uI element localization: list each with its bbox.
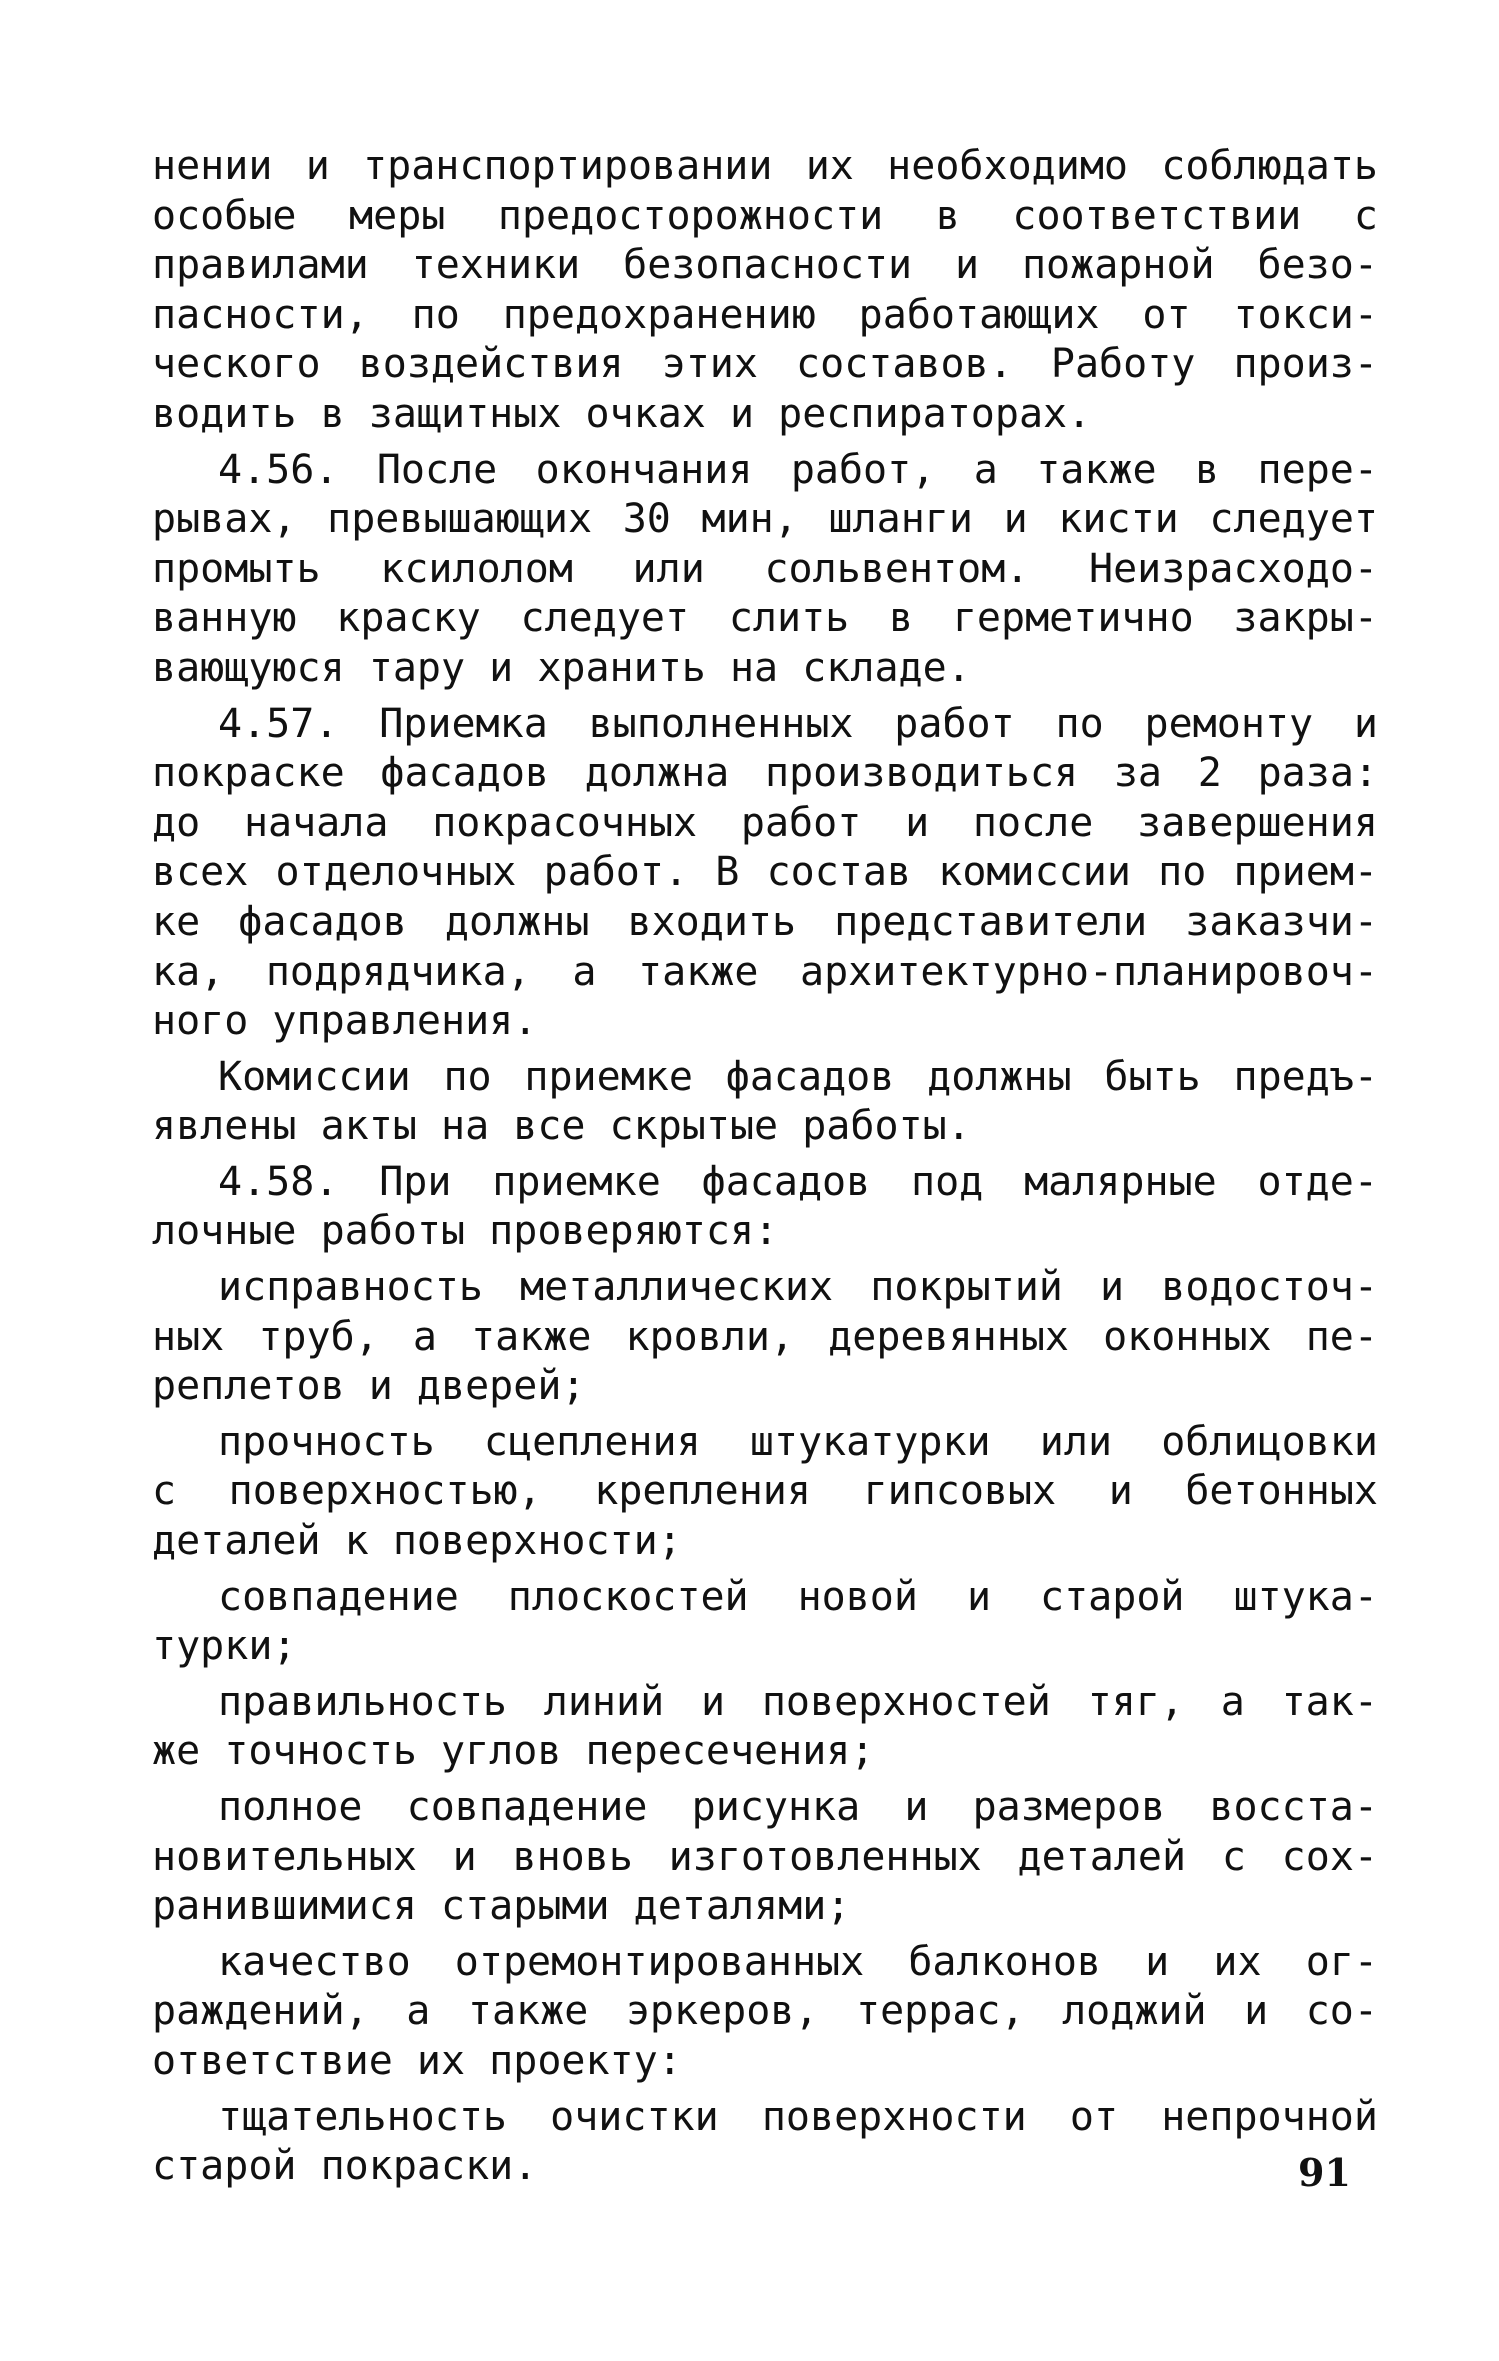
text-line <box>152 1833 1378 1883</box>
word: этих <box>661 341 758 388</box>
word: нении <box>152 143 273 189</box>
word: от <box>1142 291 1191 338</box>
word: от <box>1069 2093 1119 2140</box>
word: покраске <box>152 750 345 797</box>
word: закры- <box>1233 595 1378 642</box>
word: безо- <box>1257 242 1378 289</box>
word: в <box>935 192 960 239</box>
text-line: ного управления. <box>152 998 538 1045</box>
word: ке <box>152 898 201 945</box>
word: необходимо <box>887 143 1128 189</box>
word: и <box>700 1678 726 1725</box>
word: облицовки <box>1161 1418 1378 1465</box>
word: тщательность <box>218 2093 507 2140</box>
text-line <box>152 799 1378 849</box>
word: штукатурки <box>749 1418 991 1465</box>
word: завершения <box>1137 799 1378 846</box>
word: шланги <box>828 496 973 543</box>
word: поверхностей <box>761 1678 1051 1725</box>
word: кисти <box>1058 496 1179 543</box>
text-line: старой покраски. <box>152 2143 538 2190</box>
word: их <box>1213 1938 1262 1985</box>
page-body <box>152 142 1378 2192</box>
word: также <box>467 1988 589 2035</box>
word: или <box>632 545 705 592</box>
text-line: реплетов и дверей; <box>152 1363 586 1410</box>
word: сох- <box>1281 1833 1378 1880</box>
word: крепления <box>594 1468 811 1515</box>
word: состав <box>766 849 912 896</box>
text-line <box>152 1158 1378 1208</box>
word: до <box>152 799 201 846</box>
text-line <box>152 1783 1378 1833</box>
word: балконов <box>908 1938 1101 1985</box>
word: При <box>379 1158 452 1205</box>
word: полное <box>218 1784 363 1830</box>
word: за <box>1113 750 1162 797</box>
word: ксилолом <box>380 545 573 592</box>
word: представители <box>834 898 1148 945</box>
word: входить <box>627 898 797 945</box>
word: а <box>1220 1678 1245 1725</box>
word: и <box>1100 1264 1125 1311</box>
text-line <box>152 291 1378 341</box>
text-line: водить в защитных очках и респираторах. <box>152 390 1092 437</box>
word: и <box>954 242 980 289</box>
text-line: лочные работы проверяются: <box>152 1208 779 1255</box>
word: поверхностью, <box>228 1468 542 1515</box>
text-line <box>152 340 1378 390</box>
word: подрядчика, <box>265 948 531 995</box>
word: а <box>973 446 998 493</box>
word: отремонтированных <box>454 1938 865 1985</box>
text-line <box>152 1467 1378 1517</box>
word: с <box>1353 192 1378 239</box>
word: и <box>904 1784 929 1830</box>
text-line <box>152 1938 1378 1988</box>
word: воздействия <box>358 341 624 388</box>
word: герметично <box>952 595 1194 642</box>
text-line <box>152 1053 1378 1103</box>
word: выполненных <box>588 700 854 747</box>
word: и <box>1003 496 1028 543</box>
word: по <box>443 1053 492 1100</box>
word: по <box>1055 700 1104 747</box>
word: и <box>905 799 930 846</box>
text-line <box>152 545 1378 595</box>
word: прочность <box>218 1418 435 1465</box>
word: в <box>889 595 914 642</box>
word: работ, <box>790 446 936 493</box>
word: После <box>376 446 498 493</box>
text-line <box>152 142 1378 192</box>
word: пасности, <box>152 291 369 338</box>
word: 2 <box>1197 750 1222 797</box>
word: пере- <box>1257 446 1378 493</box>
word: комиссии <box>938 849 1131 896</box>
word: фасадов <box>238 898 407 945</box>
text-line <box>152 1987 1378 2037</box>
word: после <box>972 799 1094 846</box>
text-line <box>152 948 1378 998</box>
text-line <box>152 594 1378 644</box>
word: поверхности <box>761 2093 1027 2140</box>
word: производиться <box>764 750 1079 797</box>
word: по <box>1158 849 1207 896</box>
word: ванную <box>152 595 297 642</box>
word: превышающих <box>327 496 593 543</box>
word: и <box>1353 700 1378 747</box>
word: качество <box>218 1938 411 1985</box>
word: и <box>452 1833 477 1880</box>
word: прием- <box>1233 849 1378 896</box>
word: правильность <box>218 1678 507 1725</box>
word: непрочной <box>1161 2093 1378 2140</box>
text-line <box>152 446 1378 496</box>
text-line: вающуюся тару и хранить на складе. <box>152 644 971 691</box>
text-line <box>152 1678 1378 1728</box>
text-line <box>152 1573 1378 1623</box>
text-line <box>152 192 1378 242</box>
word: их <box>805 143 854 189</box>
word: также <box>471 1313 592 1360</box>
word: террас, <box>855 1988 1025 2035</box>
word: соответствии <box>1012 192 1302 239</box>
word: работ. <box>543 849 689 896</box>
word: краску <box>336 595 481 642</box>
word: размеров <box>972 1784 1166 1830</box>
word: следует <box>520 595 690 642</box>
word: под <box>911 1158 984 1205</box>
word: ческого <box>152 341 321 388</box>
word: всех <box>152 849 249 896</box>
word: по <box>411 291 460 338</box>
word: Приемка <box>379 700 548 747</box>
text-line <box>152 1418 1378 1468</box>
word: оконных <box>1103 1313 1272 1360</box>
word: меры <box>349 192 446 239</box>
word: также <box>1036 446 1157 493</box>
word: соблюдать <box>1161 143 1378 189</box>
word: отделочных <box>275 849 517 896</box>
word: и <box>1108 1468 1133 1515</box>
word: очистки <box>550 2093 719 2140</box>
word: водосточ- <box>1161 1264 1378 1311</box>
word: безопасности <box>623 242 913 289</box>
word: окончания <box>535 446 753 493</box>
word: должны <box>444 898 590 945</box>
word: 4.57. <box>218 700 339 747</box>
word: ог- <box>1305 1938 1378 1985</box>
word: следует <box>1209 496 1378 543</box>
word: штука- <box>1233 1573 1378 1620</box>
word: линий <box>543 1678 665 1725</box>
word: лоджий <box>1062 1988 1207 2035</box>
word: малярные <box>1024 1158 1217 1205</box>
word: деревянных <box>828 1313 1069 1360</box>
word: 4.56. <box>218 446 339 493</box>
word: составов. <box>796 341 1013 388</box>
word: особые <box>152 192 297 239</box>
word: 30 <box>622 496 671 543</box>
word: правилами <box>152 242 369 289</box>
word: покрасочных <box>432 799 698 846</box>
page-number: 91 <box>1298 2150 1351 2195</box>
word: изготовленных <box>668 1833 982 1880</box>
text-line <box>152 2093 1378 2143</box>
word: ных <box>152 1313 225 1360</box>
word: покрытий <box>870 1264 1063 1311</box>
word: ремонту <box>1144 700 1314 747</box>
word: раждений, <box>152 1988 369 2035</box>
word: отде- <box>1257 1158 1378 1205</box>
word: эркеров, <box>625 1988 819 2035</box>
text-line: ранившимися старыми деталями; <box>152 1883 851 1930</box>
text-line: ответствие их проекту: <box>152 2037 682 2084</box>
word: мин, <box>701 496 798 543</box>
word: и <box>305 143 330 189</box>
word: 4.58. <box>218 1158 339 1205</box>
text-line: турки; <box>152 1623 297 1670</box>
word: транспортировании <box>363 143 773 189</box>
word: фасадов <box>701 1158 871 1205</box>
text-line: явлены акты на все скрытые работы. <box>152 1103 971 1150</box>
text-line <box>152 898 1378 948</box>
word: а <box>572 948 597 995</box>
word: плоскостей <box>507 1573 749 1620</box>
word: исправность <box>218 1264 483 1311</box>
word: ка, <box>152 948 225 995</box>
word: фасадов <box>380 750 549 797</box>
word: раза: <box>1257 750 1378 797</box>
word: а <box>406 1988 431 2035</box>
word: заказчи- <box>1185 898 1378 945</box>
word: с <box>1221 1833 1246 1880</box>
word: работающих <box>858 291 1100 338</box>
word: и <box>966 1573 992 1620</box>
word: и <box>1145 1938 1170 1985</box>
text-line: деталей к поверхности; <box>152 1518 682 1565</box>
word: пе- <box>1305 1313 1378 1360</box>
text-line <box>152 495 1378 545</box>
word: в <box>1195 446 1220 493</box>
text-line <box>152 848 1378 898</box>
word: слить <box>728 595 850 642</box>
word: совпадение <box>406 1784 648 1830</box>
word: рисунка <box>691 1784 861 1830</box>
word: старой <box>1039 1573 1185 1620</box>
text-line: же точность углов пересечения; <box>152 1728 875 1775</box>
word: токси- <box>1233 291 1378 338</box>
word: Неизрасходо- <box>1089 545 1378 592</box>
text-line <box>152 1263 1378 1313</box>
word: должны <box>927 1053 1072 1100</box>
text-line <box>152 749 1378 799</box>
word: Комиссии <box>218 1053 411 1100</box>
word: В <box>715 849 740 896</box>
word: со- <box>1305 1988 1378 2035</box>
word: новой <box>797 1573 918 1620</box>
word: и <box>1244 1988 1269 2035</box>
text-line <box>152 700 1378 750</box>
word: деталей <box>1017 1833 1187 1880</box>
word: или <box>1039 1418 1113 1465</box>
word: сцепления <box>483 1418 701 1465</box>
word: совпадение <box>218 1573 459 1620</box>
word: работ <box>740 799 862 846</box>
word: пожарной <box>1021 242 1215 289</box>
word: приемке <box>524 1053 693 1100</box>
text-line <box>152 1313 1378 1363</box>
text-line <box>152 241 1378 291</box>
word: приемке <box>492 1158 661 1205</box>
word: техники <box>411 242 581 289</box>
word: начала <box>243 799 389 846</box>
word: металлических <box>520 1264 834 1311</box>
word: произ- <box>1233 341 1378 388</box>
word: рывах, <box>152 496 297 543</box>
word: новительных <box>152 1833 417 1880</box>
word: фасадов <box>725 1053 895 1100</box>
word: гипсовых <box>863 1468 1057 1515</box>
word: а <box>412 1313 437 1360</box>
word: с <box>152 1468 177 1515</box>
word: тяг, <box>1087 1678 1184 1725</box>
word: промыть <box>152 545 321 592</box>
word: восста- <box>1209 1784 1378 1830</box>
word: кровли, <box>625 1313 795 1360</box>
word: предъ- <box>1233 1053 1378 1100</box>
word: Работу <box>1050 341 1196 388</box>
word: также <box>637 948 759 995</box>
word: бетонных <box>1185 1468 1378 1515</box>
word: архитектурно-планировоч- <box>799 948 1378 995</box>
word: вновь <box>512 1833 633 1880</box>
word: предохранению <box>502 291 816 338</box>
word: труб, <box>258 1313 379 1360</box>
word: должна <box>584 750 730 797</box>
word: сольвентом. <box>764 545 1030 592</box>
word: так- <box>1281 1678 1378 1725</box>
word: работ <box>894 700 1015 747</box>
word: предосторожности <box>497 192 884 239</box>
word: быть <box>1104 1053 1201 1100</box>
